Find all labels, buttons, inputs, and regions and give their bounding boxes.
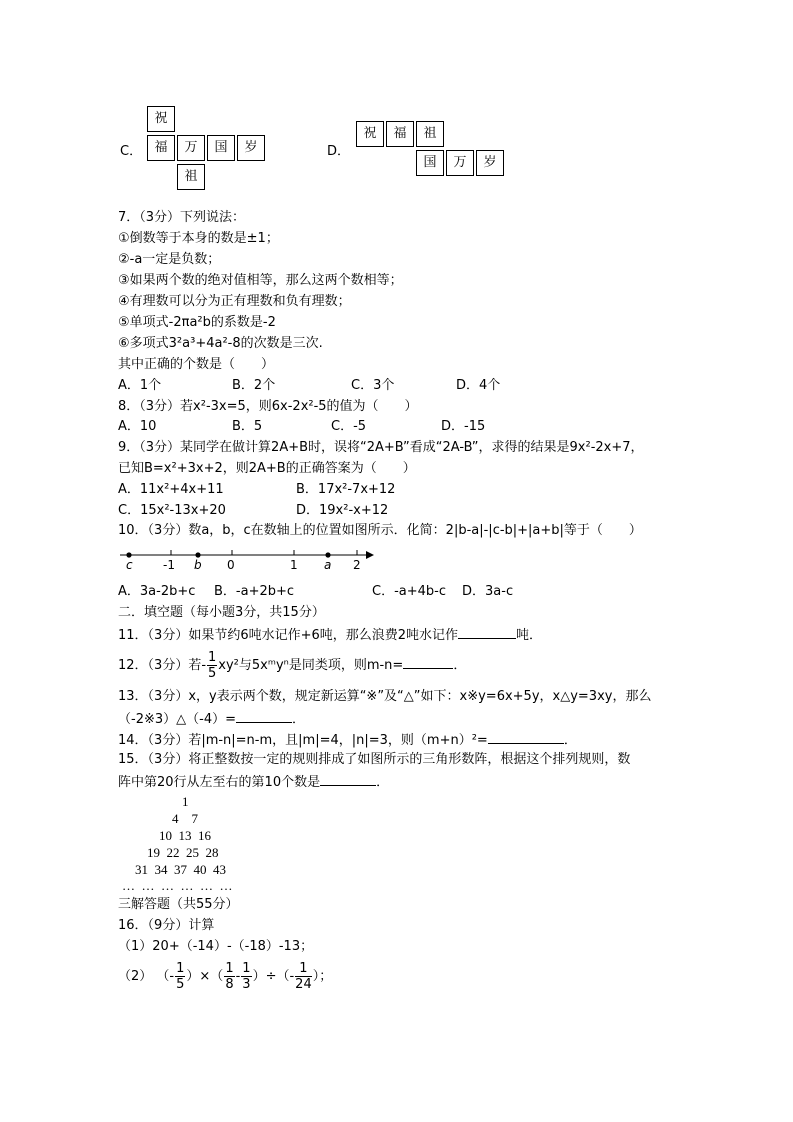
q10-stem: 10．（3分）数a，b，c在数轴上的位置如图所示．化简：2|b-a|-|c-b|+|a+b|等于（ ） [118,523,642,538]
triangle-row-2: 4 7 [172,811,198,826]
tick-0: 0 [227,558,235,572]
net-d-cell-2: 福 [386,121,414,147]
q16-part-2-label: （2） [118,969,153,984]
q10-option-d: D．3a-c [462,584,514,599]
arrow-right-icon [366,551,374,559]
triangle-row-3: 10 13 16 [159,828,211,843]
q10-option-a: A．3a-2b+c [118,584,196,599]
q6-option-c-label: C． [120,144,143,159]
net-d-cell-5: 万 [446,150,474,176]
q8-option-b: B．5 [232,419,263,434]
q9-line-2: 已知B=x²+3x+2，则2A+B的正确答案为（ ） [118,461,416,476]
q16-frac-1: $\frac{1}{5}$ [176,961,185,992]
q12-text: 12．（3分）若- [118,658,207,673]
point-c [126,552,131,557]
section-2-title: 二．填空题（每小题3分，共15分） [118,605,325,620]
q14-answer-blank [488,731,564,744]
label-c: c [126,558,133,572]
q11-after: 吨． [516,628,543,643]
q14-text: 14．（3分）若|m-n|=n-m，且|m|=4，|n|=3，则（m+n）²= [118,733,488,748]
q13-text: （-2※3）△（-4）= [118,712,236,727]
q7-item-1: ①倒数等于本身的数是±1； [118,231,279,246]
tick-2: 2 [353,558,361,572]
q12-middle: xy²与5xᵐyⁿ是同类项，则m-n= [218,658,404,673]
net-c-cell-5: 岁 [237,135,265,161]
net-c-cell-3: 万 [177,135,205,161]
q13-line-1: 13．（3分）x，y表示两个数，规定新运算“※”及“△”如下：x※y=6x+5y，x△y=3xy，那么 [118,689,652,704]
q8-option-c: C．-5 [331,419,367,434]
q9-option-a: A．11x²+4x+11 [118,482,224,497]
q9-option-c: C．15x²-13x+20 [118,503,226,518]
q12-after: ． [453,658,467,673]
label-a: a [324,558,332,572]
net-d-cell-4: 国 [416,150,444,176]
q14 [118,731,577,749]
q11-text: 11．（3分）如果节约6吨水记作+6吨，那么浪费2吨水记作 [118,628,459,643]
q7-option-a: A．1个 [118,378,162,393]
q11-answer-blank [458,626,516,639]
q15-text: 阵中第20行从左至右的第10个数是 [118,775,321,790]
q7-item-2: ②-a一定是负数； [118,252,221,267]
net-c-cell-1: 祝 [147,106,175,132]
net-d-cell-3: 祖 [416,121,444,147]
q9-option-b: B．17x²-7x+12 [296,482,396,497]
q10-option-c: C．-a+4b-c [372,584,446,599]
q15-line-1: 15．（3分）将正整数按一定的规则排成了如图所示的三角形数阵，根据这个排列规则，数 [118,752,631,767]
q7-item-4: ④有理数可以分为正有理数和负有理数； [118,294,351,309]
net-c-cell-6: 祖 [177,164,205,190]
q12-fraction [207,650,217,681]
q12-answer-blank [403,656,453,669]
q13-line-2 [118,710,305,728]
net-c-cell-4: 国 [207,135,235,161]
triangle-row-5: 31 34 37 40 43 [135,862,226,877]
triangle-row-4: 19 22 25 28 [147,845,219,860]
q15-line-2 [118,773,389,791]
q12-frac-den: 5 [208,666,217,681]
q14-after: ． [563,733,577,748]
q12 [118,646,466,686]
q7-question: 其中正确的个数是（ ） [118,357,275,372]
q7-option-d: D．4个 [456,378,501,393]
q15-after: ． [376,775,390,790]
q6-option-d-label: D． [327,144,351,159]
q16-part-1: （1）20+（-14）-（-18）-13； [118,939,314,954]
point-b [195,552,200,557]
triangle-row-6: … … … … … … [122,878,233,893]
tick-1: 1 [290,558,298,572]
q8-option-a: A．10 [118,419,157,434]
q10-number-line [116,544,378,574]
q13-answer-blank [236,710,292,723]
q9-line-1: 9．（3分）某同学在做计算2A+B时，误将“2A+B”看成“2A-B”，求得的结果是9x²-2x+7， [118,440,644,455]
net-d-cell-6: 岁 [476,150,504,176]
q8-stem: 8．（3分）若x²-3x=5，则6x-2x²-5的值为（ ） [118,399,418,414]
point-a [325,552,330,557]
q16-frac-4: $\frac{1}{24}$ [295,961,312,992]
label-b: b [194,558,202,572]
q7-item-3: ③如果两个数的绝对值相等，那么这两个数相等； [118,273,403,288]
q15-answer-blank [320,773,376,786]
q16-frac-3: $\frac{1}{3}$ [242,961,251,992]
q7-option-c: C．3个 [351,378,395,393]
q7-item-6: ⑥多项式3²a³+4a²-8的次数是三次. [118,336,323,351]
q16-frac-2: $\frac{1}{8}$ [225,961,234,992]
q13-after: ． [291,712,305,727]
section-3-title: 三解答题（共55分） [118,897,239,912]
q16-part-2: （2） （- $\frac{1}{5}$ ）×（ $\frac{1}{8}$ - $\frac{1}{3}$ ）÷（- $\frac{1}{24}$ ）； [118,961,333,992]
tick-neg1: -1 [163,558,175,572]
q9-option-d: D．19x²-x+12 [296,503,389,518]
q10-option-b: B．-a+2b+c [214,584,295,599]
triangle-row-1: 1 [182,794,189,809]
q7-item-5: ⑤单项式-2πa²b的系数是-2 [118,315,276,330]
q11 [118,626,542,644]
net-d-cell-1: 祝 [356,121,384,147]
net-c-cell-2: 福 [147,135,175,161]
q16-stem: 16．（9分）计算 [118,918,215,933]
q8-option-d: D．-15 [441,419,486,434]
q12-frac-num: 1 [208,650,217,665]
q7-option-b: B．2个 [232,378,276,393]
q7-stem: 7．（3分）下列说法： [118,210,246,225]
